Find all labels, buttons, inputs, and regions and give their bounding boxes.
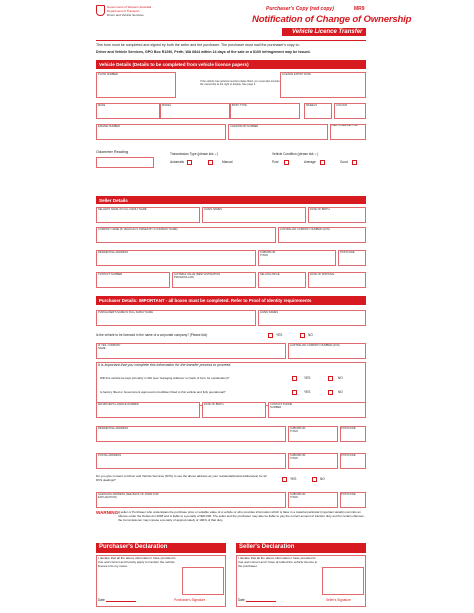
seller-given-names-label: GIVEN NAMES — [204, 208, 223, 211]
seller-signature-label: Seller's Signature — [326, 598, 351, 602]
engine-number-label: ENGINE NUMBER — [98, 125, 120, 128]
logo-block — [96, 5, 176, 35]
header-rule — [96, 40, 366, 41]
seller-date-label: Date — [238, 598, 245, 602]
warning-text: A seller or Purchaser who understates the purchase price or suitable value of a vehicle or who provides information which is false in a material particular (important details) commits an offence under the Duties Act 2008 and is liable to a penalty of $20,000. The seller and the purchaser may also be liable to pay the correct amount of transfer duty and for certain offences, the Commissioner may impose a penalty of approximately of 100% of that duty. — [118, 510, 365, 522]
purchaser-acn-label: AUSTRALIAN COMPANY NUMBER (ACN) — [290, 344, 340, 347]
consent-yes-checkbox[interactable] — [282, 477, 287, 482]
garaging-question: Will this vehicle be kept primarily in WA (see 'Garaging Address' on back of form for explanation)? — [100, 377, 230, 380]
seller-dob-label: DATE OF BIRTH — [310, 208, 330, 211]
important-note: It is important that you complete this information for the transfer process to proceed. — [98, 363, 232, 367]
form-title: Notification of Change of Ownership — [252, 14, 412, 25]
seller-section-heading: Seller Details — [96, 196, 366, 204]
vehicle-section-heading: Vehicle Details (Details to be completed from vehicle licence papers) — [96, 60, 366, 69]
purchaser-postal-label: POSTAL ADDRESS — [98, 454, 122, 457]
colour-label: COLOUR — [336, 104, 348, 107]
consent-question: Do you give consent to Driver and Vehicle Services (DVS) to use the above address as your residential/postal address(es) for all DVS dealings? — [96, 474, 267, 482]
important-box — [96, 362, 366, 406]
make-field[interactable] — [96, 103, 160, 119]
good-label: Good — [340, 160, 348, 164]
purchaser-suburb-label: SUBURB OR TOWN — [290, 427, 306, 433]
purchaser-signature-label: Purchaser's Signature — [174, 598, 206, 602]
purchaser-signature-field[interactable] — [182, 567, 224, 595]
seller-declaration-text: I declare that all the above information I have provided is true and correct and I have provided the vehicle licence to the purchaser. — [238, 556, 318, 568]
immobiliser-question: Is factory fitted or Government approved immobiliser fitted to this vehicle and fully operational? — [100, 391, 226, 394]
corporate-no-label: NO — [308, 333, 313, 337]
corporate-yes-checkbox[interactable] — [268, 333, 273, 338]
form-code: MR9 — [354, 6, 365, 12]
garaging-no-label: NO — [338, 376, 343, 380]
purchaser-declaration-heading: Purchaser's Declaration — [99, 544, 168, 550]
odometer-label: Odometer Reading — [96, 150, 129, 154]
garaging-postcode-label: POSTCODE — [341, 493, 356, 496]
intro-line2: Driver and Vehicle Services, GPO Box R1290, Perth, WA 6844 within 14 days of the sale or a $100 infringement may be issued. — [96, 50, 311, 54]
year-label: YEAR OF MANUFACTURE — [331, 125, 358, 127]
make-label: MAKE — [98, 104, 106, 107]
garaging-yes-checkbox[interactable] — [292, 376, 297, 381]
automatic-label: Automatic — [170, 160, 185, 164]
immobiliser-no-checkbox[interactable] — [328, 390, 333, 395]
warning-label: WARNING: — [96, 510, 120, 515]
seller-family-name-label: SELLER'S NAME IN FULL FAMILY NAME — [98, 208, 147, 211]
purchaser-date-line[interactable] — [106, 601, 136, 602]
purchaser-postal-field[interactable] — [96, 453, 286, 469]
purchaser-postal-suburb-label: SUBURB OR TOWN — [290, 454, 306, 460]
manual-label: Manual — [222, 160, 233, 164]
seller-suitable-value-label: SUITABLE VALUE (BEST ESTIMATION PRICE/DOLLAR) — [174, 273, 221, 279]
corporate-question: Is the vehicle to be licensed in the name of a corporate company? (Please tick) — [96, 333, 208, 337]
logo-line3: Driver and Vehicle Services — [107, 13, 144, 17]
logo-line1: Government of Western Australia — [107, 5, 152, 9]
seller-postcode-label: POSTCODE — [340, 251, 355, 254]
seller-company-label: COMPANY NAME (IF VEHICLE IS OWNED BY A COMPANY NAME) — [98, 228, 178, 231]
seller-residential-label: RESIDENTIAL ADDRESS — [98, 251, 129, 254]
corporate-yes-label: YES — [276, 333, 283, 337]
licence-expiry-label: LICENCE EXPIRY DATE — [282, 73, 311, 76]
seller-declaration-heading: Seller's Declaration — [239, 544, 295, 550]
immobiliser-yes-checkbox[interactable] — [292, 390, 297, 395]
corporate-no-checkbox[interactable] — [300, 333, 305, 338]
immobiliser-no-label: NO — [338, 390, 343, 394]
purchaser-postal-postcode-label: POSTCODE — [341, 454, 356, 457]
logo-line2: Department of Transport — [107, 8, 140, 13]
wheels-label: WHEELS — [306, 104, 317, 107]
purchaser-date-label: Date — [98, 598, 105, 602]
poor-label: Poor — [272, 160, 279, 164]
garaging-suburb-label: SUBURB OR TOWN — [290, 493, 306, 499]
good-checkbox[interactable] — [352, 160, 357, 165]
consent-no-label: NO — [320, 477, 325, 481]
purchaser-declaration-text: I declare that all the above information I have provided is true and correct and hereby apply to transfer the vehicle licence into my name. — [98, 556, 176, 568]
purchaser-section-heading: Purchaser Details: IMPORTANT - all boxes must be completed. Refer to Proof of Identity requirements — [96, 296, 366, 305]
chassis-vin-label: CHASSIS/VIN NUMBER — [230, 125, 259, 128]
purchaser-contact-label: CONTACT PHONE NUMBER — [270, 403, 293, 409]
copy-label: Purchaser's Copy (red copy) — [266, 6, 334, 12]
seller-signature-field[interactable] — [322, 567, 364, 595]
intro-line1: This form must be completed and signed by both the seller and the purchaser. The purchaser must mail the purchaser's copy to: — [96, 43, 300, 47]
automatic-checkbox[interactable] — [187, 160, 192, 165]
immobiliser-yes-label: YES — [304, 390, 311, 394]
purchaser-company-label: IF YES, COMPANY NAME — [98, 344, 121, 350]
seller-date-line[interactable] — [246, 601, 276, 602]
drivers-licence-label: WA DRIVER'S LICENCE NUMBER — [98, 403, 139, 406]
form-subtitle: Vehicle Licence Transfer — [292, 28, 363, 35]
seller-contact-label: CONTACT NUMBER — [98, 273, 123, 276]
purchaser-postcode-label: POSTCODE — [341, 427, 356, 430]
poor-checkbox[interactable] — [284, 160, 289, 165]
consent-no-checkbox[interactable] — [312, 477, 317, 482]
crest-icon — [96, 5, 105, 16]
model-label: MODEL — [162, 104, 172, 107]
average-label: Average — [304, 160, 316, 164]
plate-number-label: PLATE NUMBER — [98, 73, 118, 76]
seller-acn-label: AUSTRALIAN COMPANY NUMBER (ACN) — [280, 228, 330, 231]
manual-checkbox[interactable] — [208, 160, 213, 165]
garaging-no-checkbox[interactable] — [328, 376, 333, 381]
transmission-label: Transmission Type (please tick ✓) — [170, 152, 219, 156]
plate-note: If the vehicle has optional number plates fitted, you must also transfer the ownership at the right to display. See page 1. — [200, 80, 280, 87]
consent-yes-label: YES — [290, 477, 297, 481]
condition-label: Vehicle Condition (please tick ✓) — [272, 152, 319, 156]
garaging-address-label: GARAGING ADDRESS (SEE BACK OF FORM FOR EXPLANATION) — [98, 493, 159, 499]
seller-suburb-label: SUBURB OR TOWN — [260, 251, 276, 257]
average-checkbox[interactable] — [320, 160, 325, 165]
purchaser-family-name-label: PURCHASER'S NAME IN FULL FAMILY NAME — [98, 311, 153, 314]
purchaser-residential-label: RESIDENTIAL ADDRESS — [98, 427, 129, 430]
garaging-yes-label: YES — [304, 376, 311, 380]
odometer-field[interactable] — [96, 157, 154, 168]
purchaser-given-names-label: GIVEN NAMES — [260, 311, 279, 314]
body-type-label: BODY TYPE — [232, 104, 247, 107]
seller-selling-price-label: SELLING PRICE — [260, 273, 280, 276]
seller-disposal-date-label: DATE OF DISPOSAL — [310, 273, 335, 276]
purchaser-dob-label: DATE OF BIRTH — [204, 403, 224, 406]
